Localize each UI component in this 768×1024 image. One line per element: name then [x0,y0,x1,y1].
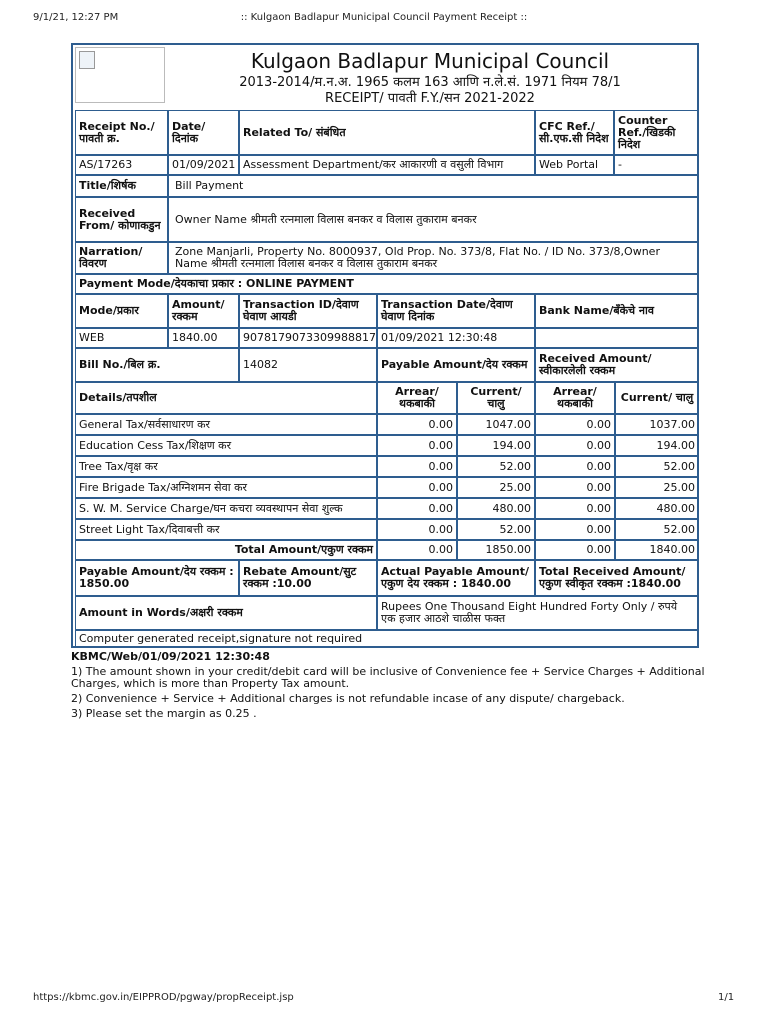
detail-row [75,435,695,456]
col-cfc-ref: CFC Ref./ सी.एफ.सी निदेश [535,110,614,155]
detail-payable-current: 1047.00 [457,414,535,435]
col-amount: Amount/ रक्कम [168,294,239,328]
amount-in-words-value: Rupees One Thousand Eight Hundred Forty Only / रुपये एक हजार आठशे चाळीस फक्त [377,596,699,630]
footer-note: 3) Please set the margin as 0.25 . [71,707,257,720]
receipt-date: 01/09/2021 [168,155,239,175]
footnotes [71,651,711,723]
detail-received-current: 25.00 [615,477,699,498]
detail-received-arrear: 0.00 [535,414,615,435]
payment-mode-row [75,274,695,294]
detail-received-current: 194.00 [615,435,699,456]
computer-note: Computer generated receipt,signature not required [75,630,699,648]
print-url: https://kbmc.gov.in/EIPPROD/pgway/propReceipt.jsp [33,992,294,1003]
payable-amount-header: Payable Amount/देय रक्कम [377,348,535,382]
related-to: Assessment Department/कर आकारणी व वसुली विभाग [239,155,535,175]
detail-payable-arrear: 0.00 [377,456,457,477]
col-transaction-date: Transaction Date/देवाण घेवाण दिनांक [377,294,535,328]
details-label: Details/तपशील [75,382,377,414]
detail-received-current: 52.00 [615,456,699,477]
receipt-header [75,47,695,105]
detail-payable-arrear: 0.00 [377,435,457,456]
detail-received-arrear: 0.00 [535,456,615,477]
received-from-row [75,197,695,242]
narration-label: Narration/ विवरण [75,242,168,274]
bank-name [535,328,699,348]
detail-name: Street Light Tax/दिवाबत्ती कर [75,519,377,540]
print-datetime: 9/1/21, 12:27 PM [33,12,119,23]
print-page-title: :: Kulgaon Badlapur Municipal Council Payment Receipt :: [240,12,528,23]
col-related-to: Related To/ संबंधित [239,110,535,155]
details-header [75,382,695,414]
transaction-header [75,294,695,328]
council-name: Kulgaon Badlapur Municipal Council [250,49,610,73]
footer-note: 1) The amount shown in your credit/debit card will be inclusive of Convenience fee + Service Charges + Additional Charges, which is more than Property Tax amount. [71,665,705,690]
bill-no-label: Bill No./बिल क्र. [75,348,239,382]
amount-in-words-row [75,596,695,630]
total-received-arrear: 0.00 [535,540,615,560]
total-received-current: 1840.00 [615,540,699,560]
summary-actual-payable: Actual Payable Amount/ एकुण देय रक्कम : 1840.00 [377,560,535,596]
receipt [71,43,699,648]
computer-note-row [75,630,695,648]
receipt-info-header [75,110,695,155]
detail-payable-current: 194.00 [457,435,535,456]
narration-value: Zone Manjarli, Property No. 8000937, Old Prop. No. 373/8, Flat No. / ID No. 373/8,Owner Name श्रीमती रत्नमाला विलास बनकर व विलास तुकाराम बनकर [168,242,699,274]
title-label: Title/शिर्षक [75,175,168,197]
detail-payable-arrear: 0.00 [377,414,457,435]
summary-rebate: Rebate Amount/सुट रक्कम :10.00 [239,560,377,596]
detail-received-current: 1037.00 [615,414,699,435]
counter-ref: - [614,155,699,175]
transaction-amount: 1840.00 [168,328,239,348]
payment-mode: Payment Mode/देयकाचा प्रकार : ONLINE PAYMENT [75,274,699,294]
detail-row [75,519,695,540]
col-mode: Mode/प्रकार [75,294,168,328]
detail-row [75,498,695,519]
detail-payable-current: 52.00 [457,519,535,540]
total-row [75,540,695,560]
received-from-label: Received From/ कोणाकडुन [75,197,168,242]
detail-received-arrear: 0.00 [535,435,615,456]
print-page-number: 1/1 [718,992,735,1003]
footer-ref: KBMC/Web/01/09/2021 12:30:48 [71,650,270,663]
detail-name: Tree Tax/वृक्ष कर [75,456,377,477]
received-from-value: Owner Name श्रीमती रत्नमाला विलास बनकर व विलास तुकाराम बनकर [168,197,699,242]
title-value: Bill Payment [168,175,699,197]
detail-name: General Tax/सर्वसाधारण कर [75,414,377,435]
receipt-no: AS/17263 [75,155,168,175]
cfc-ref: Web Portal [535,155,614,175]
receipt-fy-line: RECEIPT/ पावती F.Y./सन 2021-2022 [325,91,535,106]
summary-payable: Payable Amount/देय रक्कम : 1850.00 [75,560,239,596]
title-row [75,175,695,197]
broken-image-icon [79,51,95,69]
col-counter-ref: Counter Ref./खिडकी निदेश [614,110,699,155]
col-receipt-no: Receipt No./ पावती क्र. [75,110,168,155]
footer-note: 2) Convenience + Service + Additional charges is not refundable incase of any dispute/ chargeback. [71,692,625,705]
detail-name: S. W. M. Service Charge/घन कचरा व्यवस्थापन सेवा शुल्क [75,498,377,519]
col-transaction-id: Transaction ID/देवाण घेवाण आयडी [239,294,377,328]
detail-received-current: 480.00 [615,498,699,519]
received-amount-header: Received Amount/ स्वीकारलेली रक्कम [535,348,699,382]
col-payable-current: Current/ चालु [457,382,535,414]
detail-payable-arrear: 0.00 [377,519,457,540]
summary-total-received: Total Received Amount/ एकुण स्वीकृत रक्कम :1840.00 [535,560,699,596]
total-payable-current: 1850.00 [457,540,535,560]
detail-name: Education Cess Tax/शिक्षण कर [75,435,377,456]
detail-row [75,477,695,498]
col-bank-name: Bank Name/बँकेचे नाव [535,294,699,328]
detail-received-arrear: 0.00 [535,498,615,519]
detail-row [75,414,695,435]
detail-row [75,456,695,477]
detail-name: Fire Brigade Tax/अग्निशमन सेवा कर [75,477,377,498]
detail-received-arrear: 0.00 [535,519,615,540]
narration-row [75,242,695,274]
detail-payable-current: 480.00 [457,498,535,519]
receipt-info-row [75,155,695,175]
col-received-current: Current/ चालु [615,382,699,414]
total-payable-arrear: 0.00 [377,540,457,560]
transaction-date: 01/09/2021 12:30:48 [377,328,535,348]
bill-no: 14082 [239,348,377,382]
detail-received-arrear: 0.00 [535,477,615,498]
detail-payable-current: 52.00 [457,456,535,477]
transaction-row [75,328,695,348]
col-date: Date/ दिनांक [168,110,239,155]
detail-payable-arrear: 0.00 [377,498,457,519]
detail-received-current: 52.00 [615,519,699,540]
col-received-arrear: Arrear/ थकबाकी [535,382,615,414]
bill-row [75,348,695,382]
transaction-id: 9078179073309988817 [239,328,377,348]
detail-payable-arrear: 0.00 [377,477,457,498]
council-logo [75,47,165,103]
amount-in-words-label: Amount in Words/अक्षरी रक्कम [75,596,377,630]
transaction-mode: WEB [75,328,168,348]
detail-payable-current: 25.00 [457,477,535,498]
summary-row [75,560,695,596]
act-line: 2013-2014/म.न.अ. 1965 कलम 163 आणि न.ले.सं. 1971 नियम 78/1 [239,75,621,90]
col-payable-arrear: Arrear/ थकबाकी [377,382,457,414]
total-label: Total Amount/एकुण रक्कम [75,540,377,560]
